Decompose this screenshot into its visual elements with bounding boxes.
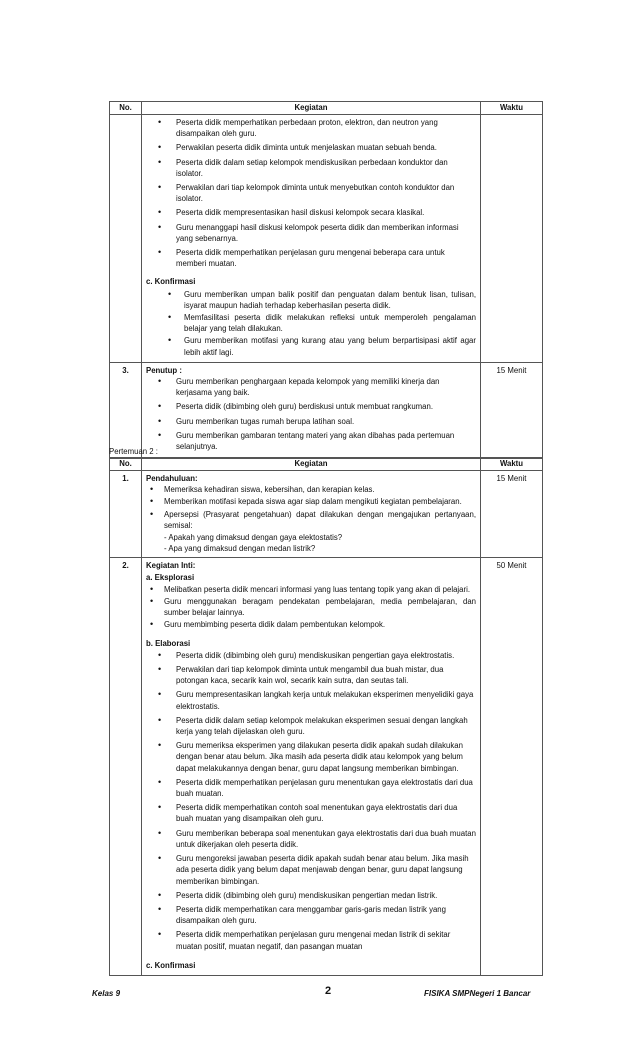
konfirmasi-heading: c. Konfirmasi	[146, 960, 196, 970]
bullet-list	[146, 376, 476, 452]
list-item: - Apakah yang dimaksud dengan gaya elektostatis?	[164, 533, 343, 543]
dash-list	[146, 532, 476, 554]
header-kegiatan: Kegiatan	[142, 102, 481, 115]
header-no: No.	[110, 102, 142, 115]
list-item: • Peserta didik mempresentasikan hasil diskusi kelompok secara klasikal.	[146, 207, 476, 218]
row-number: 2.	[110, 558, 142, 976]
table-row	[110, 362, 543, 458]
row-number: 1.	[110, 471, 142, 558]
list-item: • Melibatkan peserta didik mencari informasi yang luas tentang topik yang akan di pelajari.	[146, 584, 476, 595]
table-header-row	[110, 458, 543, 471]
list-item: • Peserta didik memperhatikan penjelasan guru mengenai medan listrik di sekitar muatan positif, muatan negatif, dan pasangan muatan	[146, 929, 476, 951]
list-item: • Apersepsi (Prasyarat pengetahuan) dapat dilakukan dengan mengajukan pertanyaan, semisal:	[146, 509, 476, 531]
list-item: • Guru memberikan gambaran tentang materi yang akan dibahas pada pertemuan selanjutnya.	[146, 430, 476, 452]
list-item: • Memberikan motifasi kepada siswa agar siap dalam mengikuti kegiatan pembelajaran.	[146, 496, 476, 507]
eksplorasi-heading: a. Eksplorasi	[146, 572, 195, 582]
list-item: • Peserta didik dalam setiap kelompok mendiskusikan perbedaan konduktor dan isolator.	[146, 157, 476, 179]
table-pertemuan-2	[109, 457, 543, 976]
footer-school: FISIKA SMPNegeri 1 Bancar	[424, 989, 531, 998]
page-number: 2	[325, 985, 332, 997]
list-item: • Guru memberikan motifasi yang kurang atau yang belum berpartisipasi aktif agar lebih aktif lagi.	[146, 335, 476, 357]
row-number: 3.	[110, 362, 142, 458]
table-row	[110, 115, 543, 363]
konfirmasi-heading: c. Konfirmasi	[146, 277, 196, 287]
kegiatan-cell	[142, 362, 481, 458]
table-header-row	[110, 102, 543, 115]
footer-kelas: Kelas 9	[92, 989, 121, 998]
table-pertemuan-1	[109, 101, 543, 459]
waktu-cell: 15 Menit	[481, 471, 543, 558]
table-row	[110, 471, 543, 558]
list-item: • Peserta didik (dibimbing oleh guru) berdiskusi untuk membuat rangkuman.	[146, 401, 476, 412]
bullet-list	[146, 289, 476, 358]
list-item: • Peserta didik (dibimbing oleh guru) mendiskusikan pengertian gaya elektrostatis.	[146, 650, 476, 661]
list-item: • Peserta didik (dibimbing oleh guru) mendiskusikan pengertian medan listrik.	[146, 890, 476, 901]
header-waktu: Waktu	[481, 458, 543, 471]
waktu-cell: 50 Menit	[481, 558, 543, 976]
kegiatan-cell	[142, 558, 481, 976]
list-item: • Guru memberikan penghargaan kepada kelompok yang memiliki kinerja dan kerjasama yang baik.	[146, 376, 476, 398]
list-item: • Guru memberikan umpan balik positif dan penguatan dalam bentuk lisan, tulisan, isyarat maupun hadiah terhadap keberhasilan peserta didik.	[146, 289, 476, 311]
header-kegiatan: Kegiatan	[142, 458, 481, 471]
kegiatan-cell	[142, 115, 481, 363]
list-item: • Perwakilan dari tiap kelompok diminta untuk menyebutkan contoh konduktor dan isolator.	[146, 182, 476, 204]
list-item: • Guru mempresentasikan langkah kerja untuk melakukan eksperimen menyelidiki gaya elektrostatis.	[146, 689, 476, 711]
bullet-list	[146, 650, 476, 952]
header-no: No.	[110, 458, 142, 471]
list-item: - Apa yang dimaksud dengan medan listrik?	[164, 544, 316, 554]
list-item: • Guru membimbing peserta didik dalam pembentukan kelompok.	[146, 619, 476, 630]
list-item: • Guru memberikan beberapa soal menentukan gaya elektrostatis dari dua buah muatan untuk dikerjakan oleh peserta didik.	[146, 828, 476, 850]
list-item: • Peserta didik memperhatikan perbedaan proton, elektron, dan neutron yang disampaikan oleh guru.	[146, 117, 476, 139]
table-row	[110, 558, 543, 976]
waktu-cell: 15 Menit	[481, 362, 543, 458]
bullet-list	[146, 117, 476, 269]
header-waktu: Waktu	[481, 102, 543, 115]
pendahuluan-heading: Pendahuluan:	[146, 474, 198, 483]
bullet-list	[146, 584, 476, 631]
list-item: • Guru mengoreksi jawaban peserta didik apakah sudah benar atau belum. Jika masih ada peserta didik yang belum dapat menjawab dengan benar, guru dapat langsung memberikan bimbingan.	[146, 853, 476, 887]
penutup-heading: Penutup :	[146, 365, 182, 375]
bullet-list	[146, 484, 476, 531]
list-item: • Perwakilan peserta didik diminta untuk menjelaskan muatan sebuah benda.	[146, 142, 476, 153]
list-item: • Memeriksa kehadiran siswa, kebersihan, dan kerapian kelas.	[146, 484, 476, 495]
kegiatan-cell	[142, 471, 481, 558]
kegiatan-inti-heading: Kegiatan Inti:	[146, 561, 196, 571]
list-item: • Guru memeriksa eksperimen yang dilakukan peserta didik apakah sudah dilakukan dengan benar atau belum. Jika masih ada peserta didik atau kelompok yang belum dapat melakukannya dengan benar, guru dapat langsung memberikan bimbingan.	[146, 740, 476, 774]
list-item: • Peserta didik memperhatikan penjelasan guru mengenai beberapa cara untuk memberi muatan.	[146, 247, 476, 269]
elaborasi-heading: b. Elaborasi	[146, 638, 191, 648]
list-item: • Peserta didik memperhatikan contoh soal menentukan gaya elektrostatis dari dua buah muatan yang disampaikan oleh guru.	[146, 802, 476, 824]
list-item: • Peserta didik memperhatikan penjelasan guru menentukan gaya elektrostatis dari dua buah muatan.	[146, 777, 476, 799]
list-item: • Guru menanggapi hasil diskusi kelompok peserta didik dan memberikan informasi yang sebenarnya.	[146, 222, 476, 244]
pertemuan-2-label: Pertemuan 2 :	[109, 447, 158, 456]
list-item: • Peserta didik memperhatikan cara menggambar garis-garis medan listrik yang disampaikan oleh guru.	[146, 904, 476, 926]
list-item: • Peserta didik dalam setiap kelompok melakukan eksperimen sesuai dengan langkah kerja yang telah dijelaskan oleh guru.	[146, 715, 476, 737]
list-item: • Guru menggunakan beragam pendekatan pembelajaran, media pembelajaran, dan sumber belajar lainnya.	[146, 596, 476, 618]
list-item: • Perwakilan dari tiap kelompok diminta untuk mengambil dua buah mistar, dua potongan kaca, secarik kain wol, secarik kain sutra, dan seutas tali.	[146, 664, 476, 686]
list-item: • Memfasilitasi peserta didik melakukan refleksi untuk memperoleh pengalaman belajar yang telah dilakukan.	[146, 312, 476, 334]
list-item: • Guru memberikan tugas rumah berupa latihan soal.	[146, 416, 476, 427]
